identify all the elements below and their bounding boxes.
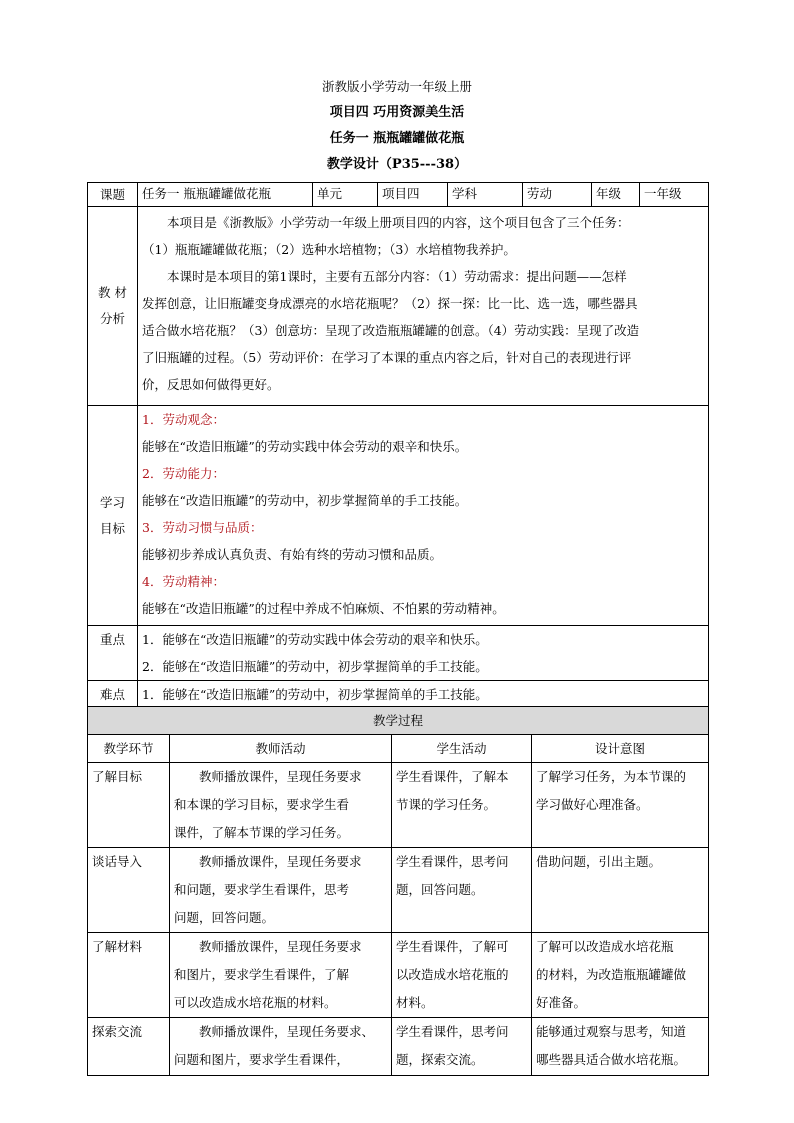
difficulties-label: 难点	[88, 681, 138, 709]
analysis-row	[88, 207, 709, 406]
goal-heading-2: 2．劳动能力：	[142, 466, 225, 481]
textbook-title: 浙教版小学劳动一年级上册	[321, 79, 472, 94]
difficulties-row	[88, 681, 709, 709]
subject-label: 学科	[448, 183, 523, 207]
table-row	[88, 763, 709, 848]
topic-label: 课题	[88, 183, 138, 207]
goals-row	[88, 406, 709, 626]
stage-cell: 了解目标	[88, 763, 170, 848]
student-cell: 学生看课件，了解本 节课的学习任务。	[392, 763, 532, 848]
document-header	[0, 74, 794, 178]
teacher-cell: 教师播放课件，呈现任务要求、 问题和图片，要求学生看课件，	[170, 1018, 392, 1076]
column-header: 教学环节	[88, 735, 170, 763]
column-header: 学生活动	[392, 735, 532, 763]
unit-value: 项目四	[378, 183, 448, 207]
key-points-content: 1．能够在“改造旧瓶罐”的劳动实践中体会劳动的艰辛和快乐。 2．能够在“改造旧瓶罐”的劳动中，初步掌握简单的手工技能。	[138, 626, 709, 681]
process-title: 教学过程	[88, 707, 709, 735]
intent-cell: 借助问题，引出主题。	[532, 848, 709, 933]
process-column-headers	[88, 735, 709, 763]
topic-value: 任务一 瓶瓶罐罐做花瓶	[138, 183, 313, 207]
teaching-process-table	[87, 706, 709, 1076]
stage-cell: 谈话导入	[88, 848, 170, 933]
student-cell: 学生看课件，了解可 以改造成水培花瓶的 材料。	[392, 933, 532, 1018]
process-title-row	[88, 707, 709, 735]
goal-heading-1: 1．劳动观念：	[142, 412, 225, 427]
stage-cell: 探索交流	[88, 1018, 170, 1076]
table-row	[88, 848, 709, 933]
difficulties-content: 1．能够在“改造旧瓶罐”的劳动中，初步掌握简单的手工技能。	[138, 681, 709, 709]
intent-cell: 能够通过观察与思考，知道 哪些器具适合做水培花瓶。	[532, 1018, 709, 1076]
intent-cell: 了解可以改造成水培花瓶 的材料，为改造瓶瓶罐罐做 好准备。	[532, 933, 709, 1018]
task-title: 任务一 瓶瓶罐罐做花瓶	[329, 131, 465, 146]
intent-cell: 了解学习任务，为本节课的 学习做好心理准备。	[532, 763, 709, 848]
column-header: 教师活动	[170, 735, 392, 763]
column-header: 设计意图	[532, 735, 709, 763]
unit-label: 单元	[313, 183, 378, 207]
goals-content: 1．劳动观念： 能够在“改造旧瓶罐”的劳动实践中体会劳动的艰辛和快乐。 2．劳动能力： 能够在“改造旧瓶罐”的劳动中，初步掌握简单的手工技能。 3．劳动习惯与品质： 能够初步养成认真负责、有始有终的劳动习惯和品质。 4．劳动精神： 能够在“改造旧瓶罐”的过程中养成不怕麻烦、不怕累的劳动精神。	[138, 406, 709, 626]
project-title: 项目四 巧用资源美生活	[329, 105, 465, 120]
grade-label: 年级	[592, 183, 640, 207]
goals-label: 学习 目标	[88, 406, 138, 626]
subject-value: 劳动	[523, 183, 592, 207]
teacher-cell: 教师播放课件，呈现任务要求 和本课的学习目标，要求学生看 课件，了解本节课的学习任务。	[170, 763, 392, 848]
goal-heading-3: 3．劳动习惯与品质：	[142, 520, 263, 535]
teacher-cell: 教师播放课件，呈现任务要求 和问题，要求学生看课件，思考 问题，回答问题。	[170, 848, 392, 933]
design-title: 教学设计（P35---38）	[326, 157, 468, 172]
goal-heading-4: 4．劳动精神：	[142, 574, 225, 589]
lesson-info-table	[87, 182, 709, 709]
table-row	[88, 1018, 709, 1076]
table-row	[88, 933, 709, 1018]
key-points-label: 重点	[88, 626, 138, 681]
grade-value: 一年级	[640, 183, 709, 207]
stage-cell: 了解材料	[88, 933, 170, 1018]
info-row	[88, 183, 709, 207]
student-cell: 学生看课件，思考问 题，探索交流。	[392, 1018, 532, 1076]
analysis-content: 本项目是《浙教版》小学劳动一年级上册项目四的内容，这个项目包含了三个任务： （1）瓶瓶罐罐做花瓶；（2）选种水培植物；（3）水培植物我养护。 本课时是本项目的第1课时，主要有五部分内容：（1）劳动需求：提出问题——怎样 发挥创意，让旧瓶罐变身成漂亮的水培花瓶呢？（2）探一探：比一比、选一选，哪些器具 适合做水培花瓶？（3）创意坊：呈现了改造瓶瓶罐罐的创意。（4）劳动实践：呈现了改造 了旧瓶罐的过程。（5）劳动评价：在学习了本课的重点内容之后，针对自己的表现进行评 价，反思如何做得更好。	[138, 207, 709, 406]
analysis-label: 教 材 分析	[88, 207, 138, 406]
key-points-row	[88, 626, 709, 681]
student-cell: 学生看课件，思考问 题，回答问题。	[392, 848, 532, 933]
teacher-cell: 教师播放课件，呈现任务要求 和图片，要求学生看课件，了解 可以改造成水培花瓶的材料。	[170, 933, 392, 1018]
